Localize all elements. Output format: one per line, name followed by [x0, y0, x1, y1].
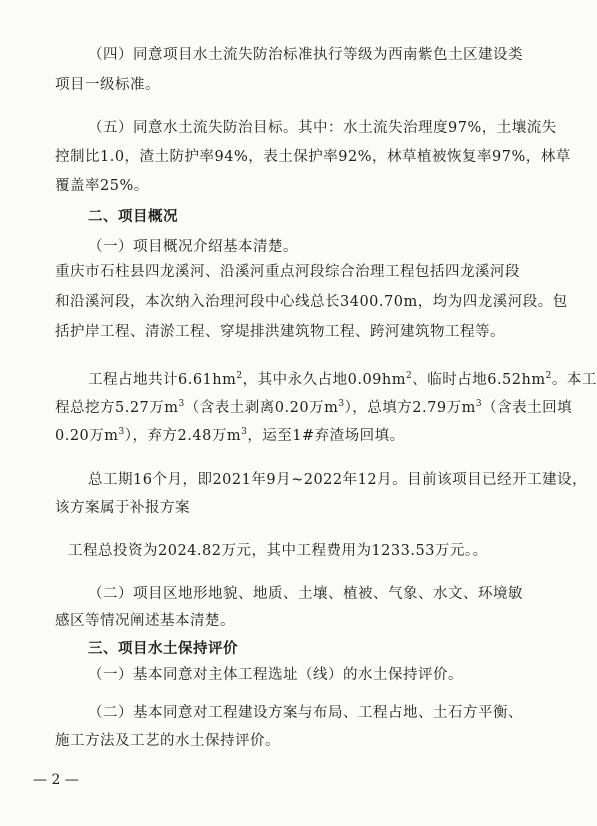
evaluation-item-1: （一）基本同意对主体工程选址（线）的水土保持评价。 — [88, 667, 463, 683]
overview-subheading-1: （一）项目概况介绍基本清楚。 — [88, 239, 298, 255]
overview-subheading-2-line-2: 感区等情况阐述基本清楚。 — [55, 613, 235, 629]
section-5-line-3: 覆盖率25%。 — [55, 178, 149, 194]
overview-para-3-line-1: 总工期16个月，即2021年9月~2022年12月。目前该项目已经开工建设， — [88, 472, 588, 488]
overview-para-2-line-1: 工程占地共计$6.61hm^2$，其中永久占地$0.09hm^2$、临时占地$6.52hm^2$。本工 — [88, 371, 597, 388]
overview-para-1-line-1: 重庆市石柱县四龙溪河、沿溪河重点河段综合治理工程包括四龙溪河段 — [55, 264, 520, 280]
section-4-line-2: 项目一级标准。 — [55, 77, 160, 93]
overview-para-2-line-2: 程总挖方5.27万$m^3$（含表土剥离0.20万$m^3$），总填方2.79万$m^3$（含表土回填 — [55, 399, 573, 416]
overview-subheading-2-line-1: （二）项目区地形地貌、地质、土壤、植被、气象、水文、环境敏 — [88, 586, 523, 602]
heading-soil-conservation-evaluation: 三、项目水土保持评价 — [88, 641, 238, 657]
overview-para-1-line-2: 和沿溪河段，本次纳入治理河段中心线总长3400.70m，均为四龙溪河段。包 — [55, 294, 568, 310]
evaluation-item-2-line-1: （二）基本同意对工程建设方案与布局、工程占地、土石方平衡、 — [88, 705, 523, 721]
overview-para-4: 工程总投资为2024.82万元，其中工程费用为1233.53万元。。 — [68, 543, 488, 559]
overview-para-2-line-3: 0.20万$m^3$），弃方2.48万$m^3$，运至1#弃渣场回填。 — [55, 427, 405, 444]
section-5-line-1: （五）同意水土流失防治目标。其中：水土流失治理度97%，土壤流失 — [88, 120, 557, 136]
overview-para-1-line-3: 括护岸工程、清淤工程、穿堤排洪建筑物工程、跨河建筑物工程等。 — [55, 324, 505, 340]
page-number: — 2 — — [33, 772, 79, 788]
heading-project-overview: 二、项目概况 — [88, 209, 178, 225]
overview-para-3-line-2: 该方案属于补报方案 — [55, 500, 190, 516]
section-5-line-2: 控制比1.0，渣土防护率94%，表土保护率92%，林草植被恢复率97%，林草 — [55, 149, 571, 165]
section-4-line-1: （四）同意项目水土流失防治标准执行等级为西南紫色土区建设类 — [88, 47, 523, 63]
evaluation-item-2-line-2: 施工方法及工艺的水土保持评价。 — [55, 733, 280, 749]
